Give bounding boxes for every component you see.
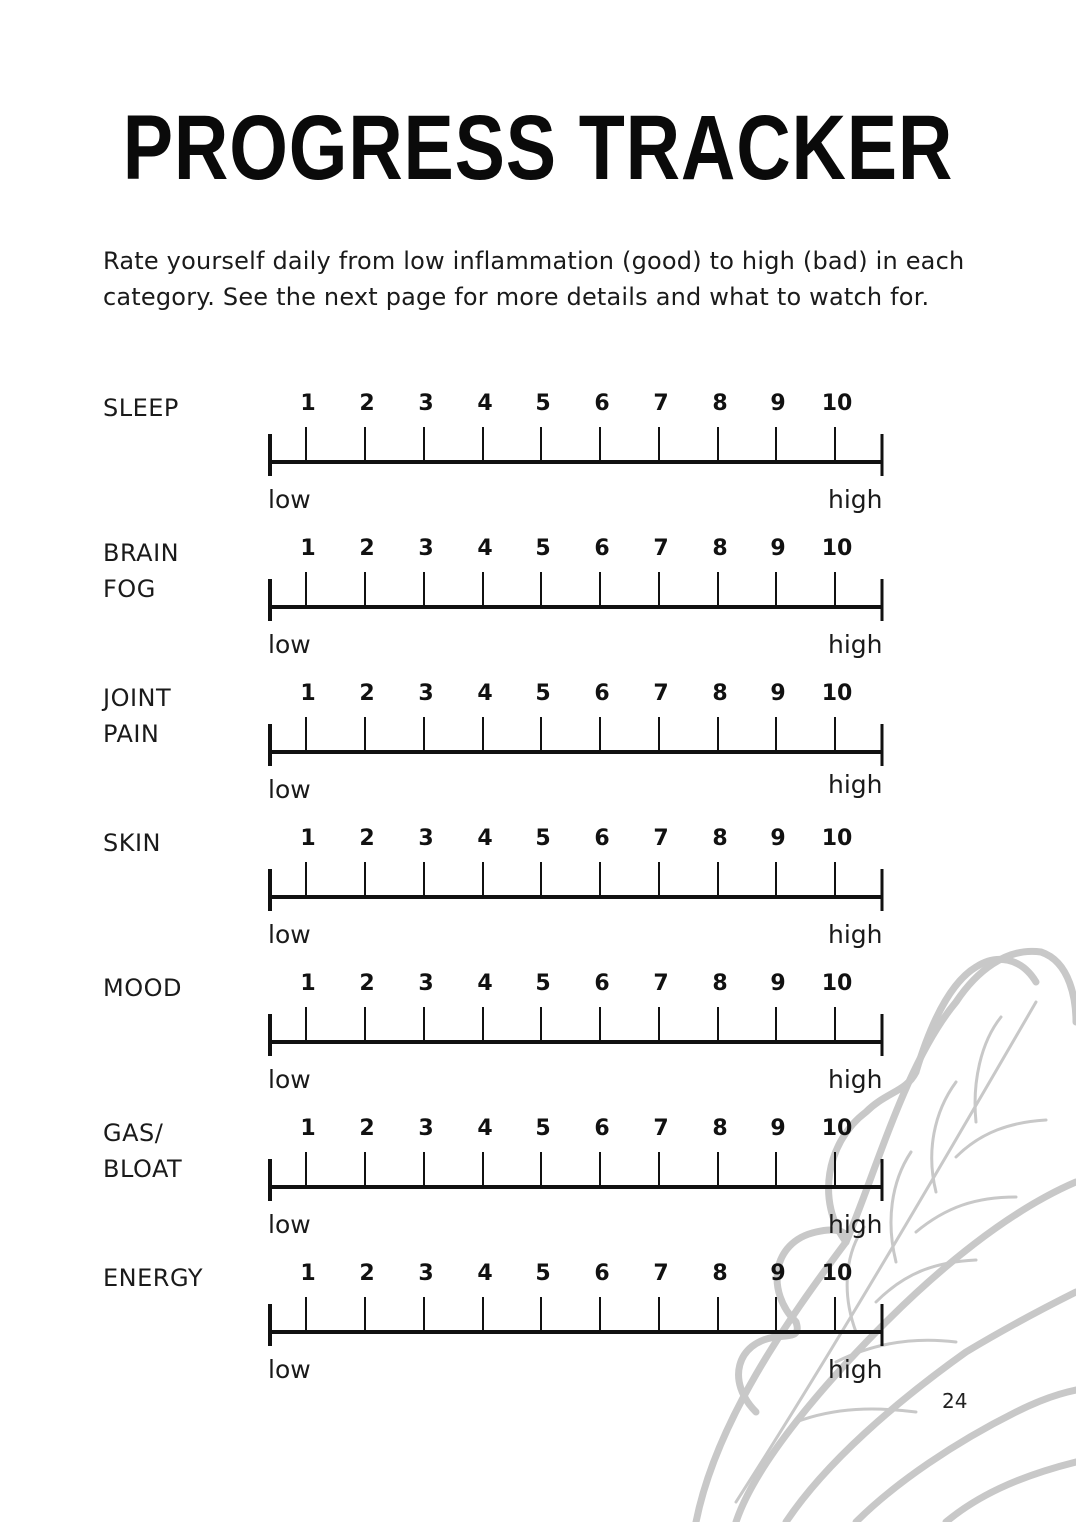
tracker-row (0, 390, 1076, 535)
scale-number: 7 (653, 971, 669, 996)
scale-number: 10 (821, 971, 853, 996)
scale-number: 1 (300, 536, 316, 561)
scale-number: 6 (594, 1261, 610, 1286)
scale-number: 7 (653, 826, 669, 851)
scale-number: 8 (712, 826, 728, 851)
tracker-row (0, 825, 1076, 970)
scale-number: 10 (821, 1116, 853, 1141)
scale-high-label: high (828, 485, 883, 514)
scale-low-label: low (268, 630, 311, 659)
scale-number: 7 (653, 391, 669, 416)
scale-number: 4 (477, 1261, 493, 1286)
scale-number: 8 (712, 1116, 728, 1141)
category-label-line: SKIN (103, 829, 162, 857)
scale-number: 5 (535, 1261, 551, 1286)
category-label-line: ENERGY (103, 1264, 204, 1292)
scale-number: 5 (535, 971, 551, 996)
scale-number: 2 (359, 681, 375, 706)
scale-number: 4 (477, 971, 493, 996)
tracker-row (0, 680, 1076, 825)
scale-number: 2 (359, 1116, 375, 1141)
category-label-line: BRAIN (103, 539, 180, 567)
scale-number: 6 (594, 1116, 610, 1141)
scale-number: 3 (418, 681, 434, 706)
scale-number: 5 (535, 391, 551, 416)
scale-high-label: high (828, 1210, 883, 1239)
scale-number: 10 (821, 536, 853, 561)
scale-number: 6 (594, 681, 610, 706)
rating-scale (0, 680, 1076, 825)
scale-number: 4 (477, 826, 493, 851)
scale-number: 1 (300, 681, 316, 706)
category-label-line: MOOD (103, 974, 182, 1002)
category-label-line: SLEEP (103, 394, 179, 422)
intro-line: Rate yourself daily from low inflammation (good) to high (bad) in each (103, 247, 965, 275)
scale-high-label: high (828, 770, 883, 799)
intro-line: category. See the next page for more details and what to watch for. (103, 283, 930, 311)
scale-high-label: high (828, 630, 883, 659)
scale-number: 3 (418, 536, 434, 561)
rating-scale (0, 970, 1076, 1115)
scale-number: 8 (712, 1261, 728, 1286)
tracker-row (0, 1260, 1076, 1405)
scale-number: 2 (359, 536, 375, 561)
scale-number: 7 (653, 1261, 669, 1286)
scale-number: 2 (359, 1261, 375, 1286)
scale-number: 8 (712, 391, 728, 416)
scale-number: 8 (712, 681, 728, 706)
scale-number: 7 (653, 1116, 669, 1141)
scale-number: 8 (712, 536, 728, 561)
scale-number: 4 (477, 536, 493, 561)
scale-number: 4 (477, 391, 493, 416)
scale-number: 1 (300, 1116, 316, 1141)
scale-number: 9 (770, 391, 786, 416)
category-label-line: FOG (103, 575, 156, 603)
scale-number: 10 (821, 681, 853, 706)
scale-number: 6 (594, 971, 610, 996)
scale-number: 4 (477, 1116, 493, 1141)
scale-number: 9 (770, 826, 786, 851)
scale-high-label: high (828, 1355, 883, 1384)
scale-number: 6 (594, 536, 610, 561)
rating-scale (0, 1115, 1076, 1260)
category-label-line: GAS/ (103, 1119, 164, 1147)
scale-number: 5 (535, 681, 551, 706)
scale-number: 3 (418, 1116, 434, 1141)
intro-text (103, 243, 983, 315)
scale-low-label: low (268, 775, 311, 804)
scale-number: 10 (821, 1261, 853, 1286)
scale-number: 1 (300, 826, 316, 851)
scale-number: 10 (821, 826, 853, 851)
tracker-row (0, 1115, 1076, 1260)
scale-number: 1 (300, 971, 316, 996)
scale-number: 8 (712, 971, 728, 996)
scale-low-label: low (268, 920, 311, 949)
rating-scale (0, 1260, 1076, 1405)
page-number: 24 (942, 1389, 968, 1413)
page-title: PROGRESS TRACKER (122, 97, 954, 199)
scale-number: 1 (300, 1261, 316, 1286)
scale-number: 4 (477, 681, 493, 706)
category-label-line: BLOAT (103, 1155, 183, 1183)
scale-number: 3 (418, 826, 434, 851)
scale-low-label: low (268, 1355, 311, 1384)
scale-number: 10 (821, 391, 853, 416)
category-label-line: PAIN (103, 720, 160, 748)
scale-low-label: low (268, 485, 311, 514)
scale-number: 7 (653, 536, 669, 561)
scale-number: 6 (594, 391, 610, 416)
scale-number: 6 (594, 826, 610, 851)
category-label-line: JOINT (103, 684, 172, 712)
scale-number: 9 (770, 1116, 786, 1141)
scale-number: 5 (535, 826, 551, 851)
scale-number: 5 (535, 1116, 551, 1141)
scale-number: 9 (770, 536, 786, 561)
scale-number: 2 (359, 971, 375, 996)
scale-number: 3 (418, 1261, 434, 1286)
scale-number: 3 (418, 391, 434, 416)
scale-number: 3 (418, 971, 434, 996)
scale-high-label: high (828, 1065, 883, 1094)
rating-scale (0, 825, 1076, 970)
scale-number: 2 (359, 826, 375, 851)
rating-scale (0, 535, 1076, 680)
scale-number: 7 (653, 681, 669, 706)
scale-number: 1 (300, 391, 316, 416)
scale-number: 9 (770, 1261, 786, 1286)
scale-number: 5 (535, 536, 551, 561)
scale-high-label: high (828, 920, 883, 949)
scale-low-label: low (268, 1065, 311, 1094)
tracker-row (0, 535, 1076, 680)
tracker-row (0, 970, 1076, 1115)
scale-number: 9 (770, 971, 786, 996)
rating-scale (0, 390, 1076, 535)
scale-number: 2 (359, 391, 375, 416)
scale-number: 9 (770, 681, 786, 706)
scale-low-label: low (268, 1210, 311, 1239)
